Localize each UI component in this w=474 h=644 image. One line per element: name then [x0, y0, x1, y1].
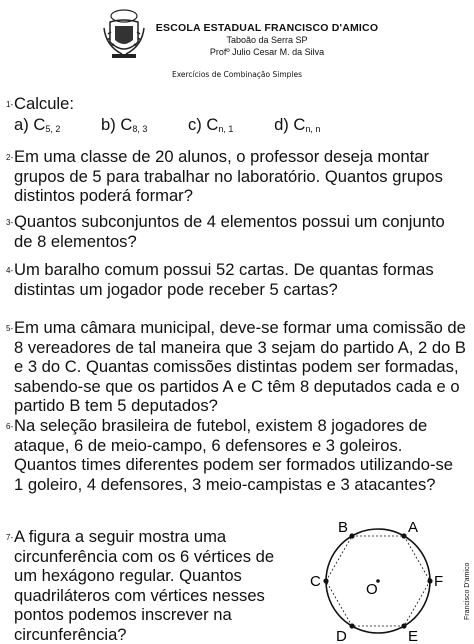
vertex-label-e: E: [408, 628, 419, 644]
question-2: [6, 147, 466, 206]
question-number: 3-: [6, 218, 14, 227]
question-4: [6, 260, 466, 299]
school-city: Taboão da Serra SP: [226, 35, 308, 45]
question-6: [6, 416, 466, 494]
question-text: Em uma câmara municipal, deve-se formar uma comissão de 8 vereadores de tal maneira que 3 sejam do partido A, 2 do B e 3 do C. Quantas comissões distintas podem ser formadas, sabendo-se que os partidos A e C têm 8 deputados cada e o partido B tem 5 deputados?: [14, 318, 467, 415]
item-a: a) $C_{5, 2}$: [14, 114, 61, 134]
center-label-o: O: [366, 581, 378, 598]
hexagon-figure: [300, 515, 460, 644]
item-b: b) $C_{8, 3}$: [101, 114, 148, 134]
vertex-label-f: F: [434, 573, 444, 590]
vertex-label-a: A: [408, 519, 419, 536]
question-number: 5-: [6, 324, 14, 333]
item-c: c) $C_{n, 1}$: [188, 114, 234, 134]
school-name: ESCOLA ESTADUAL FRANCISCO D'AMICO: [155, 22, 379, 34]
question-items: [14, 115, 466, 140]
question-number: 1-: [6, 100, 14, 109]
question-text: Em uma classe de 20 alunos, o professor deseja montar grupos de 5 para trabalhar no laboratório. Quantos grupos distintos poderá formar?: [14, 147, 443, 205]
vertex-label-b: B: [338, 519, 349, 536]
question-lead: Calcule:: [14, 94, 74, 113]
question-3: [6, 212, 466, 251]
teacher-name: Profº Julio Cesar M. da Silva: [209, 47, 325, 57]
question-number: 2-: [6, 153, 14, 162]
vertex-label-d: D: [336, 628, 347, 644]
question-number: 6-: [6, 422, 14, 431]
vertex-label-c: C: [310, 573, 321, 590]
question-text: A figura a seguir mostra uma circunferência com os 6 vértices de um hexágono regular. Quantos quadriláteros com vértices nesses pontos podemos inscrever na circunferência?: [14, 527, 275, 644]
question-7: [6, 527, 296, 644]
question-text: Um baralho comum possui 52 cartas. De quantas formas distintas um jogador pode receber 5 cartas?: [14, 260, 434, 299]
question-1: [6, 94, 466, 139]
side-watermark-text: Francisco D'amico: [464, 562, 471, 620]
question-text: Na seleção brasileira de futebol, existem 8 jogadores de ataque, 6 de meio-campo, 6 defensores e 3 goleiros. Quantos times diferentes podem ser formados utilizando-se 1 goleiro, 4 defensores, 3 meio-campistas e 3 atacantes?: [14, 416, 454, 494]
question-text: Quantos subconjuntos de 4 elementos possui um conjunto de 8 elementos?: [14, 212, 445, 251]
question-number: 7-: [6, 533, 14, 542]
question-number: 4-: [6, 266, 14, 275]
item-d: d) $C_{n, n}$: [274, 114, 321, 134]
question-5: [6, 318, 467, 416]
worksheet-title: Exercícios de Combinação Simples: [171, 70, 303, 79]
